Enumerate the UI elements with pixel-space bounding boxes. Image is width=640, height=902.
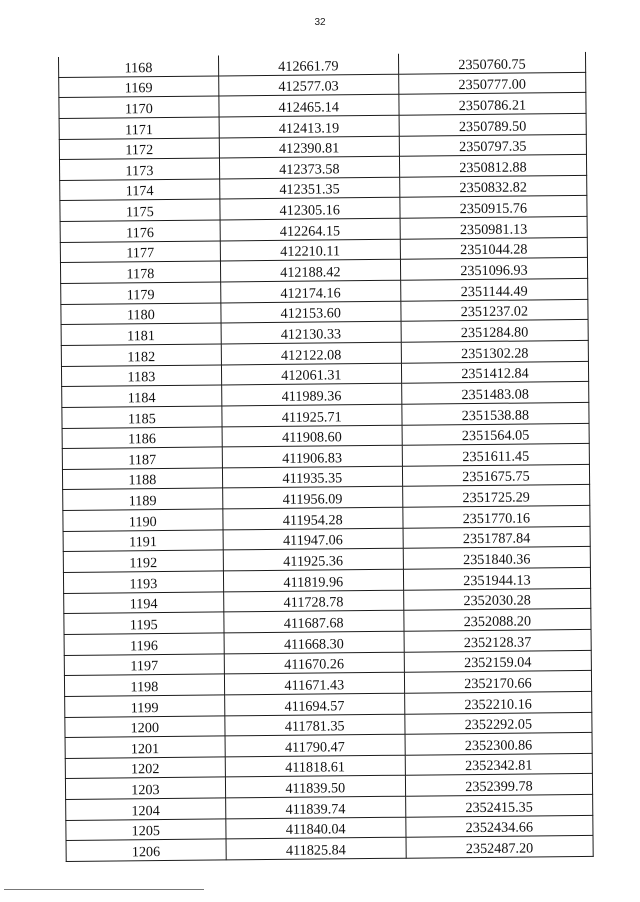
y-coordinate-cell: 2351725.29 xyxy=(402,485,589,507)
y-coordinate-cell: 2351302.28 xyxy=(401,340,588,362)
x-coordinate-cell: 411790.47 xyxy=(225,734,405,756)
y-coordinate-cell: 2352088.20 xyxy=(404,609,591,631)
x-coordinate-cell: 411825.84 xyxy=(226,838,406,860)
y-coordinate-cell: 2350812.88 xyxy=(399,155,586,177)
y-coordinate-cell: 2352128.37 xyxy=(404,629,591,651)
coordinate-table-body xyxy=(58,52,593,862)
point-number-cell: 1194 xyxy=(64,592,224,614)
point-number-cell: 1202 xyxy=(65,757,225,779)
y-coordinate-cell: 2351144.49 xyxy=(401,278,588,300)
x-coordinate-cell: 411819.96 xyxy=(223,569,403,591)
y-coordinate-cell: 2350915.76 xyxy=(400,196,587,218)
point-number-cell: 1188 xyxy=(62,468,222,490)
y-coordinate-cell: 2351611.45 xyxy=(402,444,589,466)
y-coordinate-cell: 2350760.75 xyxy=(398,52,585,74)
page-number: 32 xyxy=(314,17,326,28)
point-number-cell: 1176 xyxy=(60,220,220,242)
y-coordinate-cell: 2352434.66 xyxy=(406,815,593,837)
point-number-cell: 1170 xyxy=(59,96,219,118)
x-coordinate-cell: 411728.78 xyxy=(223,590,403,612)
y-coordinate-cell: 2351412.84 xyxy=(401,361,588,383)
point-number-cell: 1182 xyxy=(61,344,221,366)
footer-divider xyxy=(4,889,204,890)
x-coordinate-cell: 412661.79 xyxy=(218,54,398,76)
y-coordinate-cell: 2351770.16 xyxy=(403,506,590,528)
y-coordinate-cell: 2350789.50 xyxy=(399,113,586,135)
x-coordinate-cell: 411925.71 xyxy=(222,404,402,426)
point-number-cell: 1178 xyxy=(60,261,220,283)
x-coordinate-cell: 412153.60 xyxy=(221,301,401,323)
x-coordinate-cell: 411925.36 xyxy=(223,549,403,571)
point-number-cell: 1205 xyxy=(66,819,226,841)
point-number-cell: 1198 xyxy=(64,674,224,696)
y-coordinate-cell: 2351237.02 xyxy=(401,299,588,321)
point-number-cell: 1203 xyxy=(65,777,225,799)
point-number-cell: 1192 xyxy=(63,550,223,572)
x-coordinate-cell: 411818.61 xyxy=(225,755,405,777)
point-number-cell: 1199 xyxy=(65,695,225,717)
point-number-cell: 1172 xyxy=(59,138,219,160)
point-number-cell: 1201 xyxy=(65,736,225,758)
x-coordinate-cell: 411935.35 xyxy=(222,466,402,488)
x-coordinate-cell: 411954.28 xyxy=(223,507,403,529)
y-coordinate-cell: 2351538.88 xyxy=(402,402,589,424)
x-coordinate-cell: 411670.26 xyxy=(224,652,404,674)
x-coordinate-cell: 412577.03 xyxy=(218,74,398,96)
x-coordinate-cell: 411840.04 xyxy=(226,817,406,839)
y-coordinate-cell: 2352415.35 xyxy=(405,794,592,816)
coordinate-table xyxy=(58,52,594,862)
point-number-cell: 1197 xyxy=(64,654,224,676)
y-coordinate-cell: 2352487.20 xyxy=(406,836,593,858)
x-coordinate-cell: 411781.35 xyxy=(225,714,405,736)
x-coordinate-cell: 412264.15 xyxy=(220,218,400,240)
x-coordinate-cell: 412188.42 xyxy=(220,260,400,282)
x-coordinate-cell: 412465.14 xyxy=(219,95,399,117)
point-number-cell: 1179 xyxy=(61,282,221,304)
x-coordinate-cell: 411668.30 xyxy=(224,631,404,653)
x-coordinate-cell: 411671.43 xyxy=(224,672,404,694)
x-coordinate-cell: 412373.58 xyxy=(219,156,399,178)
point-number-cell: 1177 xyxy=(60,241,220,263)
point-number-cell: 1196 xyxy=(64,633,224,655)
y-coordinate-cell: 2352210.16 xyxy=(404,691,591,713)
point-number-cell: 1171 xyxy=(59,117,219,139)
point-number-cell: 1189 xyxy=(63,488,223,510)
y-coordinate-cell: 2351483.08 xyxy=(401,382,588,404)
point-number-cell: 1187 xyxy=(62,447,222,469)
point-number-cell: 1183 xyxy=(61,365,221,387)
point-number-cell: 1174 xyxy=(60,179,220,201)
x-coordinate-cell: 412390.81 xyxy=(219,136,399,158)
x-coordinate-cell: 411839.50 xyxy=(225,776,405,798)
point-number-cell: 1191 xyxy=(63,530,223,552)
point-number-cell: 1168 xyxy=(58,55,218,77)
x-coordinate-cell: 411906.83 xyxy=(222,445,402,467)
point-number-cell: 1190 xyxy=(63,509,223,531)
point-number-cell: 1204 xyxy=(66,798,226,820)
point-number-cell: 1184 xyxy=(62,385,222,407)
y-coordinate-cell: 2352300.86 xyxy=(405,733,592,755)
point-number-cell: 1180 xyxy=(61,303,221,325)
table-row xyxy=(66,836,593,862)
point-number-cell: 1195 xyxy=(64,612,224,634)
y-coordinate-cell: 2351044.28 xyxy=(400,237,587,259)
y-coordinate-cell: 2351564.05 xyxy=(402,423,589,445)
y-coordinate-cell: 2351840.36 xyxy=(403,547,590,569)
x-coordinate-cell: 411908.60 xyxy=(222,425,402,447)
y-coordinate-cell: 2351096.93 xyxy=(400,258,587,280)
x-coordinate-cell: 411989.36 xyxy=(221,383,401,405)
x-coordinate-cell: 411947.06 xyxy=(223,528,403,550)
x-coordinate-cell: 412122.08 xyxy=(221,342,401,364)
point-number-cell: 1181 xyxy=(61,323,221,345)
y-coordinate-cell: 2351944.13 xyxy=(403,567,590,589)
x-coordinate-cell: 412413.19 xyxy=(219,115,399,137)
point-number-cell: 1200 xyxy=(65,715,225,737)
point-number-cell: 1169 xyxy=(59,76,219,98)
x-coordinate-cell: 411839.74 xyxy=(225,796,405,818)
y-coordinate-cell: 2350832.82 xyxy=(400,175,587,197)
y-coordinate-cell: 2352159.04 xyxy=(404,650,591,672)
point-number-cell: 1193 xyxy=(63,571,223,593)
point-number-cell: 1186 xyxy=(62,426,222,448)
x-coordinate-cell: 411694.57 xyxy=(224,693,404,715)
y-coordinate-cell: 2352292.05 xyxy=(405,712,592,734)
x-coordinate-cell: 412130.33 xyxy=(221,322,401,344)
y-coordinate-cell: 2352342.81 xyxy=(405,753,592,775)
y-coordinate-cell: 2352399.78 xyxy=(405,774,592,796)
point-number-cell: 1175 xyxy=(60,199,220,221)
y-coordinate-cell: 2352030.28 xyxy=(403,588,590,610)
y-coordinate-cell: 2350797.35 xyxy=(399,134,586,156)
x-coordinate-cell: 412174.16 xyxy=(220,280,400,302)
point-number-cell: 1206 xyxy=(66,839,226,861)
x-coordinate-cell: 411687.68 xyxy=(224,611,404,633)
y-coordinate-cell: 2350981.13 xyxy=(400,217,587,239)
x-coordinate-cell: 412305.16 xyxy=(220,198,400,220)
x-coordinate-cell: 412351.35 xyxy=(219,177,399,199)
y-coordinate-cell: 2351675.75 xyxy=(402,464,589,486)
y-coordinate-cell: 2350786.21 xyxy=(399,93,586,115)
y-coordinate-cell: 2351787.84 xyxy=(403,526,590,548)
x-coordinate-cell: 411956.09 xyxy=(222,487,402,509)
x-coordinate-cell: 412061.31 xyxy=(221,363,401,385)
y-coordinate-cell: 2352170.66 xyxy=(404,671,591,693)
y-coordinate-cell: 2351284.80 xyxy=(401,320,588,342)
x-coordinate-cell: 412210.11 xyxy=(220,239,400,261)
point-number-cell: 1173 xyxy=(59,158,219,180)
point-number-cell: 1185 xyxy=(62,406,222,428)
y-coordinate-cell: 2350777.00 xyxy=(399,72,586,94)
